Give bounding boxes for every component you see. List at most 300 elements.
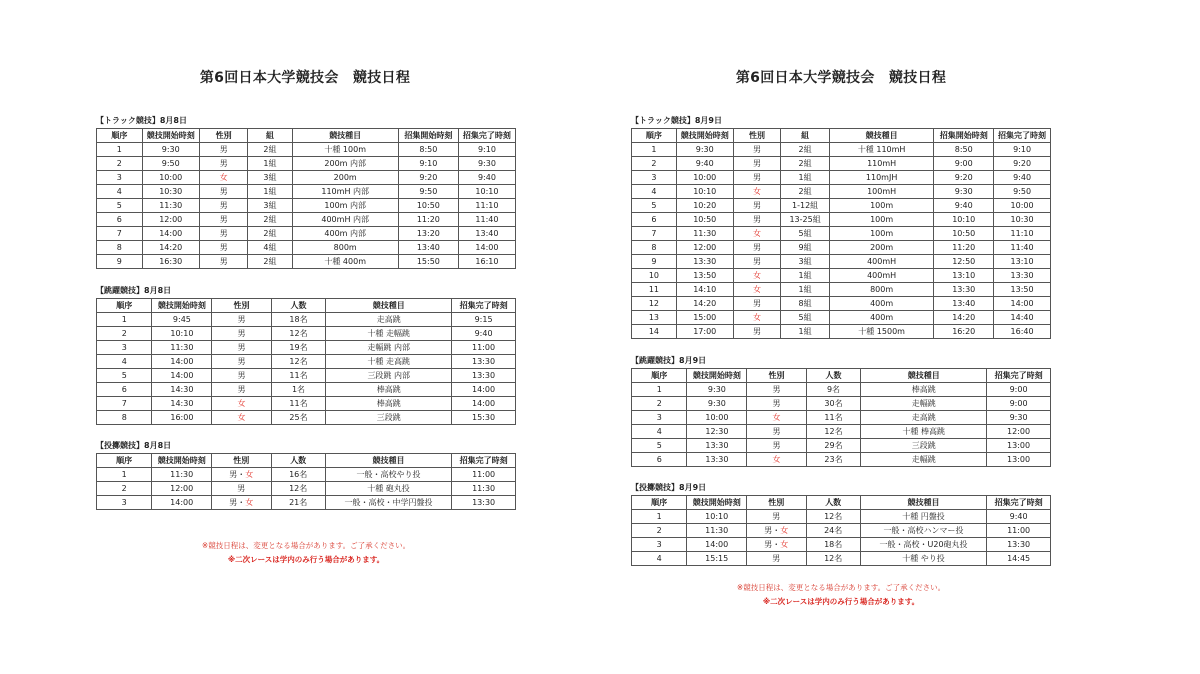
table-cell: 10:00 [994, 199, 1051, 213]
table-cell: 14:20 [676, 297, 733, 311]
table-cell: 6 [632, 213, 677, 227]
table-cell: 十種 400m [292, 255, 398, 269]
table-cell: 8:50 [398, 143, 458, 157]
table-row [632, 185, 1051, 199]
column-header: 性別 [212, 299, 271, 313]
table-cell: 10:10 [152, 327, 212, 341]
table-cell: 女 [733, 311, 781, 325]
table-cell: 10:50 [934, 227, 994, 241]
table-cell: 10:10 [934, 213, 994, 227]
table-cell: 9:30 [687, 383, 747, 397]
table-cell: 13:30 [687, 439, 747, 453]
table-cell: 9:40 [458, 171, 515, 185]
table-cell: 400mH [829, 255, 934, 269]
table-cell: 12:30 [687, 425, 747, 439]
table-cell: 13:40 [934, 297, 994, 311]
table-cell: 10:20 [676, 199, 733, 213]
column-header: 性別 [733, 129, 781, 143]
table-cell: 11名 [271, 397, 326, 411]
table-cell: 十種 走高跳 [326, 355, 452, 369]
table-cell: 12名 [271, 482, 325, 496]
table-cell: 12:50 [934, 255, 994, 269]
notice [96, 539, 516, 567]
table-cell: 13:40 [398, 241, 458, 255]
table-cell: 400mH 内部 [292, 213, 398, 227]
table-cell: 23名 [806, 453, 861, 467]
table-cell: 11:40 [458, 213, 515, 227]
table-row [632, 325, 1051, 339]
table-cell: 6 [97, 383, 152, 397]
table-cell: 14 [632, 325, 677, 339]
page-title: 第6回日本大学競技会 競技日程 [199, 70, 411, 86]
table-cell: 11:30 [676, 227, 733, 241]
table-cell: 棒高跳 [326, 397, 452, 411]
table-cell: 男 [733, 199, 781, 213]
table-cell: 一般・高校・中学円盤投 [325, 496, 451, 510]
table-cell: 16:00 [152, 411, 212, 425]
table-cell: 14:00 [994, 297, 1051, 311]
table-cell: 13:40 [458, 227, 515, 241]
table-cell: 12名 [271, 355, 326, 369]
table-cell: 1組 [248, 185, 292, 199]
table-row [632, 213, 1051, 227]
table-cell: 13:20 [398, 227, 458, 241]
column-header: 競技種目 [829, 129, 934, 143]
table-cell: 十種 110mH [829, 143, 934, 157]
table-row [97, 341, 516, 355]
column-header: 性別 [747, 369, 806, 383]
table-cell: 13:30 [987, 538, 1051, 552]
table-cell: 男 [733, 157, 781, 171]
notice-change: ※競技日程は、変更となる場合があります。ご了承ください。 [736, 583, 946, 592]
table-cell: 男 [733, 171, 781, 185]
table-row [632, 143, 1051, 157]
table-cell: 9:20 [398, 171, 458, 185]
table-cell: 13:10 [934, 269, 994, 283]
table-cell: 男 [747, 510, 806, 524]
column-header: 組 [781, 129, 829, 143]
table-cell: 9:00 [934, 157, 994, 171]
table-cell: 13 [632, 311, 677, 325]
table-cell: 16:20 [934, 325, 994, 339]
table-cell: 走高跳 [326, 313, 452, 327]
table-cell: 9:50 [398, 185, 458, 199]
column-header: 性別 [199, 129, 248, 143]
table-cell: 6 [97, 213, 143, 227]
table-cell: 14:00 [687, 538, 747, 552]
table-cell: 11 [632, 283, 677, 297]
table-cell: 男 [212, 482, 271, 496]
table-cell: 男 [212, 369, 271, 383]
table-cell: 男 [212, 313, 271, 327]
table-cell: 8組 [781, 297, 829, 311]
table-cell: 9:50 [142, 157, 199, 171]
table-cell: 3組 [248, 171, 292, 185]
table-cell: 13:50 [676, 269, 733, 283]
table-cell: 7 [97, 227, 143, 241]
table-cell: 12名 [806, 552, 860, 566]
table-cell: 十種 100m [292, 143, 398, 157]
table-cell: 14:00 [452, 397, 516, 411]
table-cell: 12:00 [152, 482, 212, 496]
table-row [632, 283, 1051, 297]
table-cell: 9:30 [676, 143, 733, 157]
table-cell: 8:50 [934, 143, 994, 157]
table-header-row [632, 496, 1051, 510]
table-cell: 男 [199, 255, 248, 269]
table-cell: 2 [632, 397, 687, 411]
table-row [632, 311, 1051, 325]
column-header: 競技開始時刻 [152, 299, 212, 313]
table-cell: 11:30 [687, 524, 747, 538]
table-cell: 女 [212, 411, 271, 425]
column-header: 競技種目 [325, 454, 451, 468]
table-cell: 16:30 [142, 255, 199, 269]
table-row [97, 241, 516, 255]
notice-second-race: ※二次レースは学内のみ行う場合があります。 [227, 555, 385, 564]
table-cell: 2組 [781, 185, 829, 199]
table-cell: 男 [747, 439, 806, 453]
table-cell: 女 [747, 411, 806, 425]
table-cell: 2 [97, 482, 152, 496]
column-header: 招集完了時刻 [994, 129, 1051, 143]
table-cell: 9:45 [152, 313, 212, 327]
table-cell: 9:20 [994, 157, 1051, 171]
table-row [97, 482, 516, 496]
table-cell: 男 [199, 213, 248, 227]
column-header: 競技開始時刻 [152, 454, 212, 468]
track-section [631, 115, 1051, 339]
table-cell: 8 [97, 241, 143, 255]
table-cell: 13:30 [687, 453, 747, 467]
table-cell: 9:50 [994, 185, 1051, 199]
column-header: 競技種目 [292, 129, 398, 143]
table-cell: 11名 [806, 411, 861, 425]
table-cell: 走幅跳 内部 [326, 341, 452, 355]
table-cell: 3 [632, 538, 687, 552]
table-cell: 2 [97, 157, 143, 171]
table-header-row [97, 299, 516, 313]
table-cell: 一般・高校ハンマー投 [860, 524, 986, 538]
table-cell: 9 [97, 255, 143, 269]
table-cell: 1組 [781, 283, 829, 297]
table-cell: 1 [632, 383, 687, 397]
table-cell: 9:30 [987, 411, 1051, 425]
table-cell: 2組 [248, 213, 292, 227]
table-cell: 21名 [271, 496, 325, 510]
table-cell: 9:30 [142, 143, 199, 157]
table-cell: 100mH [829, 185, 934, 199]
table-cell: 十種 やり投 [860, 552, 986, 566]
table-cell: 7 [97, 397, 152, 411]
section-label: 【トラック競技】8月9日 [631, 116, 722, 125]
table-cell: 14:20 [934, 311, 994, 325]
column-header: 競技開始時刻 [687, 369, 747, 383]
table-cell: 13:00 [987, 439, 1051, 453]
table-cell: 男 [199, 185, 248, 199]
table-cell: 29名 [806, 439, 861, 453]
table-cell: 400m 内部 [292, 227, 398, 241]
table-cell: 走幅跳 [861, 397, 987, 411]
table-row [97, 496, 516, 510]
table-cell: 男 [747, 383, 806, 397]
table-cell: 1 [632, 143, 677, 157]
table-cell: 12名 [806, 425, 861, 439]
table-cell: 110mH 内部 [292, 185, 398, 199]
throw-table [96, 453, 516, 510]
column-header: 性別 [212, 454, 271, 468]
track-section [96, 115, 516, 269]
table-cell: 1組 [781, 325, 829, 339]
column-header: 招集完了時刻 [458, 129, 515, 143]
table-row [97, 255, 516, 269]
table-cell: 200m [829, 241, 934, 255]
column-header: 招集完了時刻 [452, 454, 516, 468]
table-row [97, 313, 516, 327]
table-row [632, 199, 1051, 213]
table-cell: 9:30 [934, 185, 994, 199]
table-row [632, 241, 1051, 255]
table-cell: 14:00 [142, 227, 199, 241]
table-cell: 11:30 [452, 482, 516, 496]
table-cell: 200m 内部 [292, 157, 398, 171]
table-row [97, 143, 516, 157]
table-cell: 男 [199, 241, 248, 255]
table-cell: 男 [733, 255, 781, 269]
table-cell: 6 [632, 453, 687, 467]
table-cell: 110mH [829, 157, 934, 171]
table-cell: 男 [733, 241, 781, 255]
table-cell: 12 [632, 297, 677, 311]
column-header: 招集開始時刻 [934, 129, 994, 143]
table-cell: 十種 走幅跳 [326, 327, 452, 341]
table-cell: 18名 [806, 538, 860, 552]
table-cell: 棒高跳 [326, 383, 452, 397]
table-row [97, 171, 516, 185]
table-cell: 男 [733, 143, 781, 157]
table-cell: 男 [733, 325, 781, 339]
column-header: 順序 [632, 369, 687, 383]
table-row [97, 369, 516, 383]
section-label: 【投擲競技】8月8日 [96, 441, 172, 450]
table-cell: 14:00 [458, 241, 515, 255]
table-cell: 400mH [829, 269, 934, 283]
table-cell: 9:00 [987, 383, 1051, 397]
notice [631, 581, 1051, 609]
table-cell: 3組 [248, 199, 292, 213]
table-cell: 14:30 [152, 383, 212, 397]
table-cell: 13:10 [994, 255, 1051, 269]
table-cell: 10:10 [676, 185, 733, 199]
column-header: 順序 [97, 129, 143, 143]
table-cell: 100m [829, 199, 934, 213]
section-label: 【跳躍競技】8月8日 [96, 286, 172, 295]
table-cell: 10:30 [142, 185, 199, 199]
table-cell: 13:30 [676, 255, 733, 269]
table-cell: 十種 棒高跳 [861, 425, 987, 439]
table-cell: 10:00 [687, 411, 747, 425]
table-cell: 9:20 [934, 171, 994, 185]
table-row [97, 383, 516, 397]
table-cell: 11名 [271, 369, 326, 383]
table-cell: 10:10 [458, 185, 515, 199]
section-label: 【トラック競技】8月8日 [96, 116, 187, 125]
table-row [632, 439, 1051, 453]
table-cell: 11:00 [987, 524, 1051, 538]
table-cell: 11:20 [398, 213, 458, 227]
column-header: 競技種目 [861, 369, 987, 383]
table-cell: 30名 [806, 397, 861, 411]
table-cell: 12名 [271, 327, 326, 341]
table-cell: 13-25組 [781, 213, 829, 227]
table-cell: 5組 [781, 227, 829, 241]
table-cell: 14:20 [142, 241, 199, 255]
table-cell: 男・女 [212, 468, 271, 482]
jump-table [96, 298, 516, 425]
table-cell: 一般・高校やり投 [325, 468, 451, 482]
column-header: 招集完了時刻 [987, 369, 1051, 383]
table-cell: 十種 1500m [829, 325, 934, 339]
column-header: 順序 [97, 454, 152, 468]
table-cell: 13:30 [452, 369, 516, 383]
table-cell: 110mJH [829, 171, 934, 185]
throw-section [96, 440, 516, 510]
table-row [97, 157, 516, 171]
section-label: 【投擲競技】8月9日 [631, 483, 707, 492]
table-cell: 1組 [781, 269, 829, 283]
jump-section [96, 285, 516, 425]
table-row [632, 383, 1051, 397]
section-label: 【跳躍競技】8月9日 [631, 356, 707, 365]
table-row [97, 468, 516, 482]
table-cell: 三段跳 [861, 439, 987, 453]
table-cell: 13:50 [994, 283, 1051, 297]
table-row [632, 552, 1051, 566]
table-cell: 走高跳 [861, 411, 987, 425]
column-header: 競技開始時刻 [687, 496, 747, 510]
column-header: 人数 [806, 369, 861, 383]
table-row [632, 411, 1051, 425]
table-row [632, 255, 1051, 269]
table-cell: 3 [632, 411, 687, 425]
table-cell: 9組 [781, 241, 829, 255]
table-cell: 男・女 [212, 496, 271, 510]
table-cell: 9:10 [398, 157, 458, 171]
table-cell: 15:50 [398, 255, 458, 269]
table-cell: 15:15 [687, 552, 747, 566]
column-header: 順序 [632, 496, 687, 510]
table-cell: 男 [747, 425, 806, 439]
table-cell: 11:30 [152, 341, 212, 355]
table-header-row [97, 129, 516, 143]
table-row [632, 397, 1051, 411]
table-cell: 1組 [248, 157, 292, 171]
column-header: 順序 [97, 299, 152, 313]
table-cell: 9:10 [458, 143, 515, 157]
table-cell: 100m [829, 227, 934, 241]
table-cell: 10:00 [676, 171, 733, 185]
table-cell: 10:50 [676, 213, 733, 227]
table-cell: 13:30 [994, 269, 1051, 283]
table-cell: 女 [733, 269, 781, 283]
table-cell: 十種 円盤投 [860, 510, 986, 524]
table-cell: 4 [632, 425, 687, 439]
table-cell: 4 [97, 185, 143, 199]
table-cell: 女 [199, 171, 248, 185]
table-cell: 4 [97, 355, 152, 369]
table-cell: 9:40 [994, 171, 1051, 185]
column-header: 競技種目 [860, 496, 986, 510]
table-cell: 5 [632, 439, 687, 453]
table-cell: 女 [747, 453, 806, 467]
table-cell: 10:10 [687, 510, 747, 524]
table-cell: 十種 砲丸投 [325, 482, 451, 496]
table-cell: 14:30 [152, 397, 212, 411]
table-row [632, 453, 1051, 467]
table-cell: 9:30 [687, 397, 747, 411]
table-cell: 7 [632, 227, 677, 241]
table-cell: 13:00 [987, 453, 1051, 467]
table-row [632, 297, 1051, 311]
table-cell: 9 [632, 255, 677, 269]
table-cell: 12:00 [142, 213, 199, 227]
table-cell: 1 [632, 510, 687, 524]
table-cell: 5 [632, 199, 677, 213]
column-header: 組 [248, 129, 292, 143]
table-row [632, 524, 1051, 538]
table-cell: 男 [199, 199, 248, 213]
table-cell: 4 [632, 185, 677, 199]
throw-section [631, 482, 1051, 566]
table-cell: 2組 [781, 143, 829, 157]
table-cell: 25名 [271, 411, 326, 425]
table-cell: 11:00 [452, 341, 516, 355]
table-cell: 棒高跳 [861, 383, 987, 397]
table-row [632, 227, 1051, 241]
table-cell: 13:30 [452, 355, 516, 369]
column-header: 人数 [806, 496, 860, 510]
table-cell: 女 [733, 185, 781, 199]
table-cell: 100m 内部 [292, 199, 398, 213]
table-cell: 800m [292, 241, 398, 255]
table-cell: 4 [632, 552, 687, 566]
table-cell: 3 [97, 496, 152, 510]
table-cell: 女 [212, 397, 271, 411]
table-cell: 12:00 [676, 241, 733, 255]
table-cell: 9:40 [934, 199, 994, 213]
table-cell: 10:50 [398, 199, 458, 213]
table-row [97, 327, 516, 341]
table-cell: 9:40 [676, 157, 733, 171]
table-cell: 11:00 [452, 468, 516, 482]
table-cell: 男 [747, 552, 806, 566]
table-cell: 2組 [781, 157, 829, 171]
table-cell: 走幅跳 [861, 453, 987, 467]
table-header-row [97, 454, 516, 468]
table-cell: 男 [212, 355, 271, 369]
table-cell: 三段跳 [326, 411, 452, 425]
table-cell: 19名 [271, 341, 326, 355]
table-cell: 800m [829, 283, 934, 297]
table-cell: 12:00 [987, 425, 1051, 439]
table-cell: 1 [97, 143, 143, 157]
table-cell: 5 [97, 369, 152, 383]
column-header: 人数 [271, 299, 326, 313]
table-cell: 14:40 [994, 311, 1051, 325]
table-cell: 8 [97, 411, 152, 425]
table-cell: 11:10 [994, 227, 1051, 241]
table-cell: 12名 [806, 510, 860, 524]
